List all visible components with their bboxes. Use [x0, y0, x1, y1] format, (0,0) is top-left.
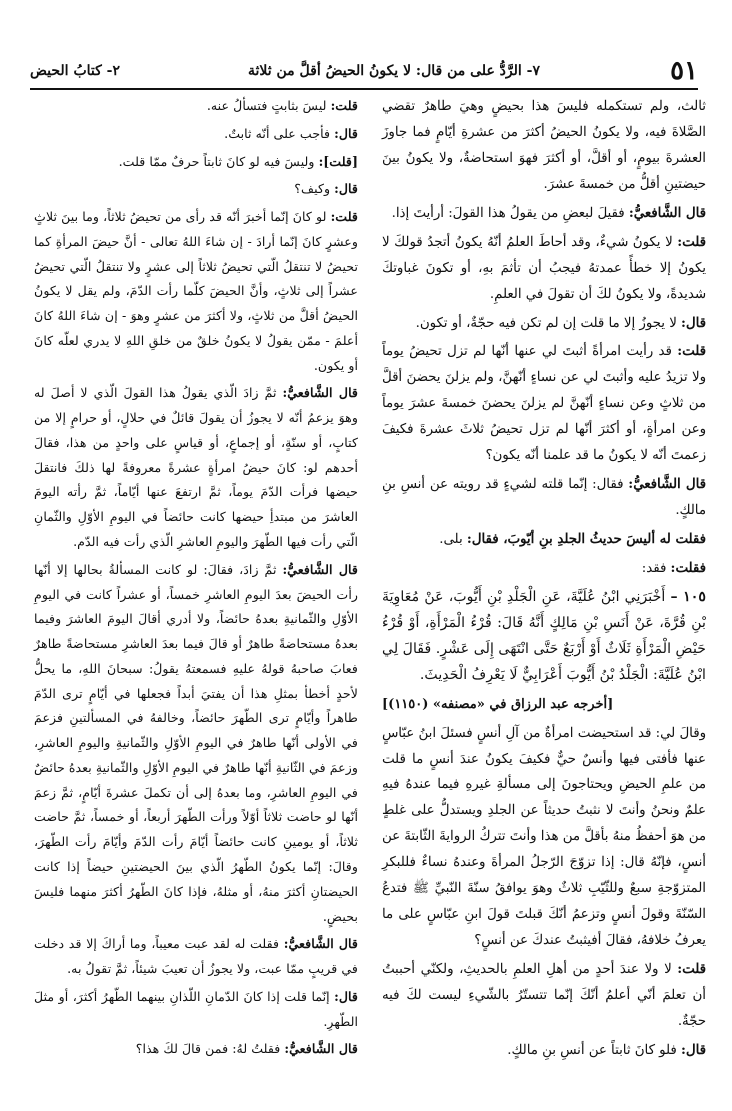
paragraph-text: وقالَ لي: قد استحيضت امرأةٌ من آلِ أنسٍ فسئلَ ابنُ عبّاسٍ عنها فأفتى فيها وأنسٌ حيٌّ فكيفَ يكونُ عندَ أنسٍ ما قلت من علمِ الحيضِ ويحتاجونَ إلى مسألةِ غيرهِ فيما عندهُ فيهِ علمٌ ونحنُ وأنتَ لا نثبتُ حديثاً عن الجلدِ ويستدلُّ على غلطٍ من هوَ أحفظُ منهُ بأقلَّ من هذا وأنتَ تتركُ الروايةَ الثّابتةَ عن أنسٍ، فإنّهُ قال: إذا تزوّجَ الرّجلُ المرأةَ وعندهُ نساءٌ فللبكرِ المتزوّجةِ سبعٌ وللثّيّبِ ثلاثٌ وهوَ يوافقُ سنّةَ النّبيِّ ﷺ فتدعُ السّنّةَ وقولَ أنسٍ وتزعمُ أنّكَ قبلتَ قولَ ابنِ عبّاسٍ على ما يعرفُ خلافهُ، فقالَ أفيثبتُ عندكَ عن أنسٍ؟: [382, 725, 706, 949]
paragraph: [382, 230, 706, 308]
paragraph: [382, 201, 706, 227]
paragraph-text: فقال: إنّما قلته لشيءٍ قد رويته عن أنسِ بنِ مالكٍ.: [382, 477, 706, 519]
paragraph: [382, 94, 706, 198]
running-title: ٧- الرَّدُّ على من قال: لا يكونُ الحيضُ أقلَّ من ثلاثة: [248, 63, 540, 79]
paragraph-text: بلى.: [439, 532, 467, 547]
paragraph-text: فأجب على أنّه ثابتٌ.: [224, 125, 335, 141]
paragraph-text: فقلت له لقد عبت معيباً، وما أراكَ إلا قد دخلت في قريبٍ ممّا عبت، ولا يجوزُ أن تعيبَ شيئاً، ثمَّ تقولُ به.: [34, 936, 358, 977]
paragraph-text: [أخرجه عبد الرزاق في «مصنفه» (١١٥٠)]: [382, 696, 614, 712]
speaker-label: قلت:: [677, 234, 706, 250]
paragraph-text: ثمَّ زادَ الّذي يقولُ هذا القولَ الّذي لا أصلَ له وهوَ يزعمُ أنّه لا يجوزُ أن يقولَ قائلٌ في حلالٍ، أو حرامٍ إلا من كتابٍ، أو سنّةٍ، أو إجماعٍ، أو قياسٍ على واحدٍ من هذا، فقالَ أحدهم لو: كانَ حيضُ امرأةٍ عشرةً معروفةً لها ذلكَ فانتقلَ حيضها فرأت الدّمَ يوماً، ثمَّ ارتفعَ عنها أيّاماً، ثمَّ رأته اليومَ العاشرَ من مبتدأِ حيضها كانت حائضاً في اليومِ الأوّلِ والثّمانِ الّتي رأت فيها الطّهرَ واليومِ العاشرِ الّذي رأت فيه الدّم.: [34, 385, 358, 550]
paragraph: [382, 556, 706, 582]
page-number: ٥١: [670, 56, 698, 86]
speaker-label: قال الشَّافعيُّ:: [628, 205, 706, 221]
paragraph: [34, 150, 358, 175]
paragraph-text: قد رأيت امرأةً أثبتَ لي عنها أنّها لم تزل تحيضُ يوماً ولا تزيدُ عليه وأثبتَ لي عن نساءٍ أنّهنَّ، ولم يزلنَ يحضنَ أقلَّ من ثلاثٍ وعن نساءٍ أنّهنَّ لم يزلنَ يحضنَ خمسةَ عشرَ يوماً وعن امرأةٍ، أو أكثرَ أنّها لم تزل تحيضُ ثلاثَ عشرةَ فكيفَ زعمتَ أنّه لا يكونُ ما قد علمنا أنّه يكون؟: [382, 344, 706, 464]
paragraph: [382, 585, 706, 689]
paragraph-text: أَخْبَرَنِي ابْنُ عُلَيَّةَ، عَنِ الْجَلْدِ بْنِ أَيُّوبَ، عَنْ مُعَاوِيَةَ بْنِ قُرَّةَ، عَنْ أَنَسِ بْنِ مَالِكٍ أَنَّهُ قَالَ: قُرْءُ الْمَرْأَةِ، أَوْ قُرْءُ حَيْضِ الْمَرْأَةِ ثَلَاثٌ أَوْ أَرْبَعٌ حَتَّى انْتَهَى إِلَى عَشْرٍ. فَقَالَ لِي ابْنُ عُلَيَّةَ: الْجَلْدُ بْنُ أَيُّوبَ أَعْرَابِيٌّ لَا يَعْرِفُ الْحَدِيثَ.: [382, 588, 706, 683]
speaker-label: قال الشَّافعيُّ:: [284, 1041, 358, 1057]
paragraph-text: فقلتُ لهُ: فمن قالَ لكَ هذا؟: [135, 1041, 285, 1057]
paragraph-text: فلو كانَ ثابتاً عن أنسِ بنِ مالكٍ.: [507, 1042, 682, 1058]
paragraph: [382, 311, 706, 337]
paragraph: [34, 932, 358, 982]
speaker-label: قلت:: [677, 962, 706, 977]
paragraph-text: إنّما قلت إذا كانَ الدّمانِ اللّذانِ بينهما الطّهرُ أكثرَ، أو مثلَ الطّهرِ.: [34, 988, 358, 1029]
paragraph: [34, 985, 358, 1035]
paragraph: [34, 122, 358, 147]
speaker-label: قال الشَّافعيُّ:: [628, 477, 707, 493]
paragraph: [382, 527, 706, 553]
paragraph: [34, 558, 358, 929]
speaker-label: قال:: [334, 988, 358, 1004]
paragraph: [382, 339, 706, 469]
paragraph-text: فقد:: [641, 560, 671, 576]
speaker-label: قلت:: [330, 209, 358, 225]
left-text-column: [34, 94, 358, 1065]
paragraph-text: ثمَّ زادَ، فقالَ: لو كانت المسألةُ بحالها إلا أنّها رأت الحيضَ بعدَ اليومِ العاشرِ خمساً، أو عشراً كانت في اليومِ الأوّلِ والثّمانيةِ بعدهُ حائضاً، ولا أدري أقالَ اليومَ العاشرَ وفيما بعدهُ مستحاضةً طاهرٌ أو قالَ فيما بعدَ العاشرِ مستحاضةً طاهرٌ فعابَ صاحبهُ قولهُ عليهِ فسمعتهُ يقولُ: سبحانَ اللهِ، ما يحلُّ لأحدٍ أخطأ بمثلِ هذا أن يفتيَ أبداً فجعلها في أيّامٍ ترى الدّمَ طاهراً وأيّامٍ ترى الطّهرَ حائضاً، وخالفهُ في المسألتينِ فزعمَ في الأولى أنّها طاهرٌ في اليومِ الأوّلِ والثّمانيةِ واليومِ العاشرِ، وزعمَ في الثّانيةِ أنّها طاهرٌ في اليومِ الأوّلِ والثّمانيةِ بعدهُ حائضٌ في اليومِ العاشرِ، وما بعدهُ إلى أن تكملَ عشرةَ أيّامٍ، ثمَّ زعمَ أنّها لو حاضت ثلاثاً أوّلاً ورأت الطّهرَ أربعاً، أو خمساً، ثمَّ حاضت ثلاثاً، أو يومينِ كانت حائضاً أيّامَ رأت الدّمَ وأيّامَ رأت الطّهرَ، وقالَ: إنّما يكونُ الطّهرُ الّذي بينَ الحيضتينِ حيضاً إذا كانت الحيضتانِ أكثرَ منهُ، أو مثلهُ، فإذا كانَ الطّهرُ أكثرَ منهما فليسَ بحيضٍ.: [34, 561, 358, 924]
paragraph-text: ليسَ بثابتٍ فتسألُ عنه.: [206, 98, 331, 113]
paragraph-text: لا ولا عندَ أحدٍ من أهلِ العلمِ بالحديثِ، ولكنّي أحببتُ أن تعلمَ أنّي أعلمُ أنّكَ إنّما تتستّرُ بالشّيءِ ليست لكَ فيه حجّةٌ.: [382, 962, 706, 1029]
speaker-label: قال:: [334, 125, 358, 141]
speaker-label: قلت:: [677, 344, 706, 360]
speaker-label: فقلت له أليسَ حديثُ الجلدِ بنِ أيّوبَ، فقال:: [466, 532, 706, 547]
speaker-label: قلت:: [330, 98, 358, 113]
paragraph: [382, 1038, 706, 1064]
paragraph: [382, 692, 706, 718]
speaker-label: قال:: [334, 181, 358, 197]
speaker-label: قال الشَّافعيُّ:: [282, 385, 358, 401]
paragraph-text: لا يكونُ شيءٌ، وقد أحاطَ العلمُ أنّهُ يكونُ أتجدُ قولكَ لا يكونُ إلا خطأً عمدتهُ فيجبُ أن تأثمَ بهِ، أو تكونَ غباوتكَ شديدةً، ولا يكونُ لكَ أن تقولَ في العلمِ.: [382, 234, 706, 302]
book-title: ٢- كتابُ الحيض: [30, 63, 120, 79]
page-header: [30, 54, 698, 90]
speaker-label: ١٠٥ –: [670, 588, 706, 605]
right-text-column: [382, 94, 706, 1067]
paragraph-text: وليسَ فيه لو كانَ ثابتاً حرفٌ ممّا قلت.: [118, 153, 319, 169]
paragraph: [382, 472, 706, 524]
paragraph: [34, 94, 358, 119]
paragraph-text: فقيلَ لبعضِ من يقولُ هذا القولَ: أرأيتَ إذا.: [391, 205, 629, 221]
paragraph: [382, 957, 706, 1035]
speaker-label: قال:: [681, 1042, 706, 1058]
paragraph: [34, 381, 358, 554]
paragraph: [34, 205, 358, 378]
paragraph-text: وكيف؟: [294, 181, 335, 197]
speaker-label: فقلت:: [670, 560, 706, 576]
speaker-label: قال الشَّافعيُّ:: [283, 936, 358, 952]
paragraph-text: ثالث، ولم تستكمله فليسَ هذا بحيضٍ وهيَ طاهرٌ تقضي الصَّلاةَ فيه، ولا يكونُ الحيضُ أكثرَ من عشرةِ أيّامٍ فما جاوزَ العشرةَ بيومٍ، أو أقلَّ، أو أكثرَ فهوَ استحاضةٌ، ولا يكونُ بينَ حيضتينِ أقلُّ من خمسةَ عشرَ.: [382, 99, 706, 192]
speaker-label: قال الشَّافعيُّ:: [282, 561, 358, 577]
paragraph: [382, 721, 706, 954]
paragraph-text: لا يجوزُ إلا ما قلت إن لم تكن فيه حجّةٌ، أو تكون.: [415, 315, 682, 331]
paragraph-text: لو كانَ إنّما أخبرَ أنّه قد رأى من تحيضُ ثلاثاً، وما بينَ ثلاثٍ وعشرٍ كانَ إنّما أرادَ - إن شاءَ اللهُ تعالى - أنَّ حيضَ المرأةِ كما تحيضُ لا تنتقلُ الّتي تحيضُ ثلاثاً إلى عشرٍ ولا تنتقلُ الّتي تحيضُ عشراً إلى ثلاثٍ، وأنَّ الحيضَ كلّما رأت الدّمَ، ولم يقل لا يكونُ الحيضُ أقلَّ من ثلاثٍ، ولا أكثرَ من عشرٍ وهوَ - إن شاءَ اللهُ كانَ أعلمَ - ممّن يقولُ لا يكونُ خلقٌ من خلقِ اللهِ لا يدري لعلّه كانَ أو يكون.: [34, 209, 358, 373]
speaker-label: قال:: [681, 315, 706, 331]
paragraph: [34, 177, 358, 202]
paragraph: [34, 1037, 358, 1062]
speaker-label: [قلت]:: [318, 153, 358, 169]
